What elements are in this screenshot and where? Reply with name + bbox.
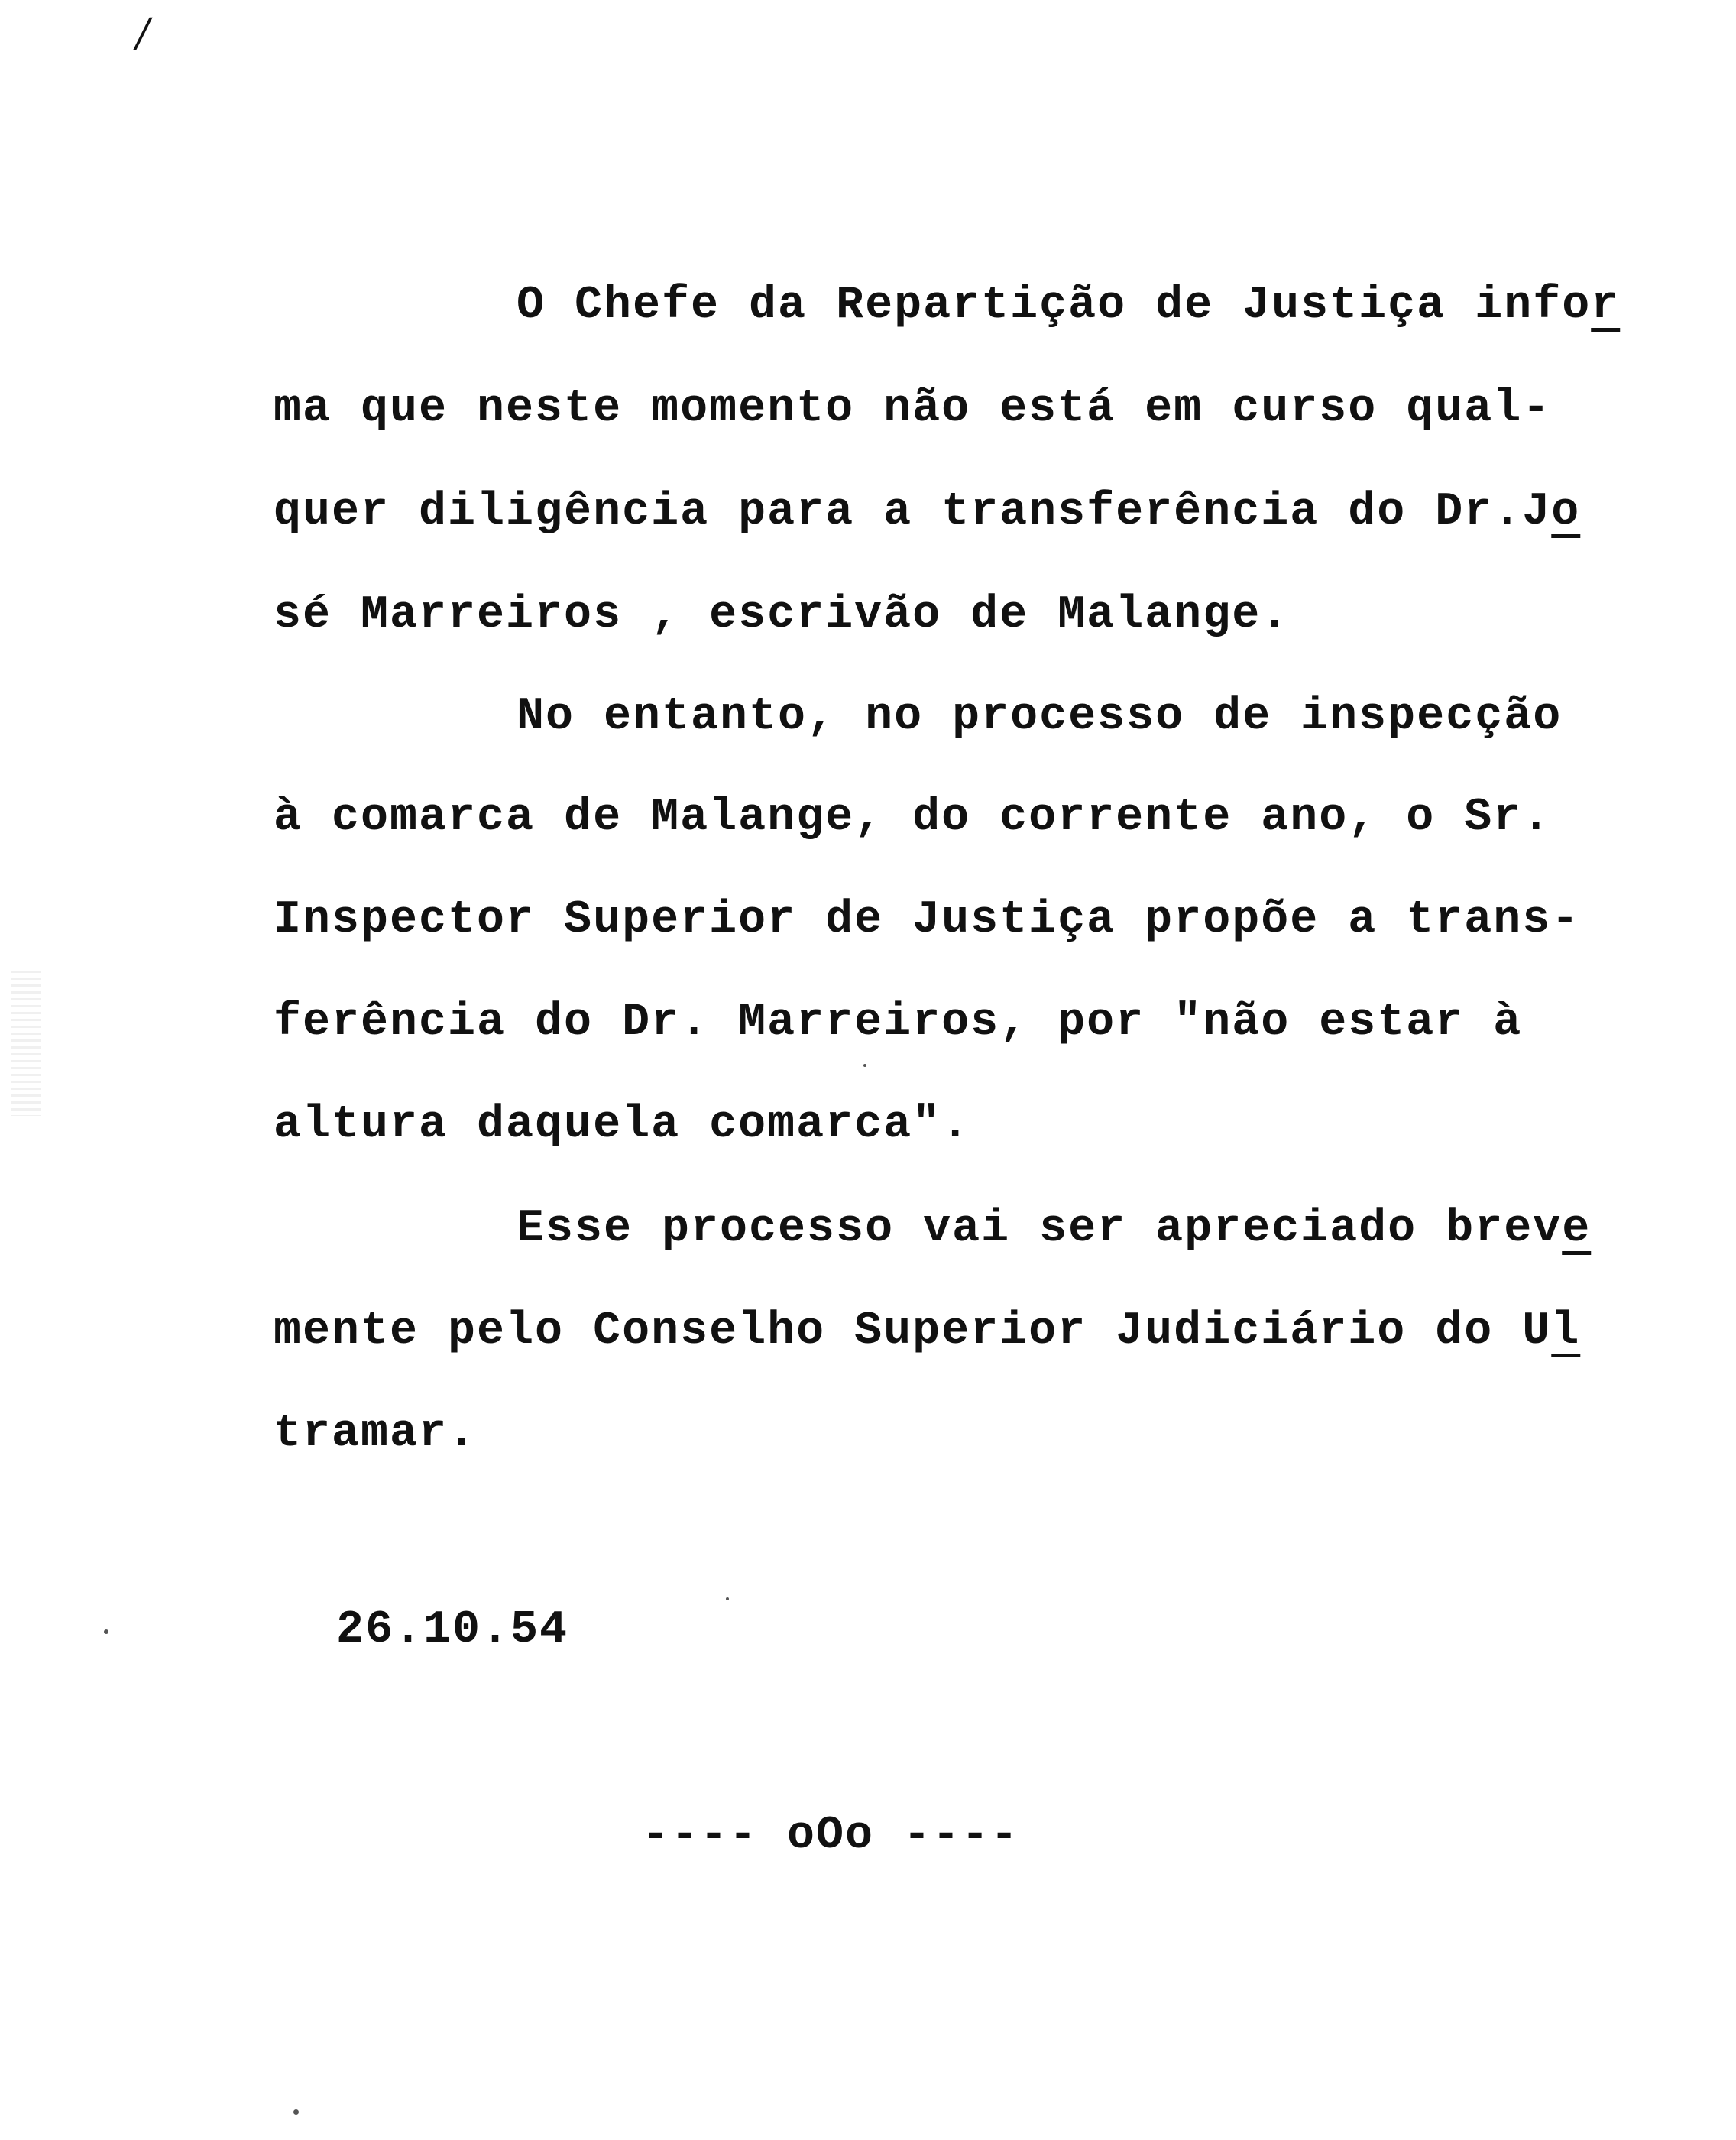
scan-speck — [863, 1064, 866, 1067]
paragraph1-line1-underlined: r — [1591, 280, 1621, 332]
paragraph1-line1 — [517, 280, 1621, 332]
paragraph3-line2-text: mente pelo Conselho Superior Judiciário do U — [274, 1305, 1552, 1357]
paragraph1-line4: sé Marreiros , escrivão de Malange. — [274, 589, 1291, 641]
corner-mark: / — [136, 11, 150, 57]
paragraph1-line2: ma que neste momento não está em curso qual- — [274, 383, 1552, 435]
paragraph3-line1 — [517, 1203, 1592, 1255]
scan-speck — [293, 2109, 299, 2115]
paragraph3-line2 — [274, 1305, 1581, 1357]
paragraph3-line1-underlined: e — [1562, 1203, 1592, 1255]
paragraph2-line3: Inspector Superior de Justiça propõe a trans- — [274, 894, 1581, 946]
paragraph2-line2: à comarca de Malange, do corrente ano, o Sr. — [274, 792, 1552, 844]
paragraph2-line4: ferência do Dr. Marreiros, por "não estar à — [274, 997, 1523, 1049]
paragraph3-line2-underlined: l — [1551, 1305, 1581, 1357]
document-date: 26.10.54 — [336, 1604, 569, 1656]
paragraph1-line3 — [274, 486, 1581, 538]
paragraph1-line3-underlined: o — [1551, 486, 1581, 538]
scan-speck — [104, 1629, 108, 1634]
paragraph3-line1-text: Esse processo vai ser apreciado brev — [517, 1203, 1563, 1255]
paragraph1-line3-text: quer diligência para a transferência do Dr.J — [274, 486, 1552, 538]
paragraph2-line1: No entanto, no processo de inspecção — [517, 691, 1563, 743]
scan-speck — [726, 1597, 729, 1600]
paragraph3-line3: tramar. — [274, 1408, 478, 1460]
paragraph1-line1-text: O Chefe da Repartição de Justiça info — [517, 280, 1592, 332]
scan-edge-noise — [11, 971, 41, 1116]
end-separator: ---- oOo ---- — [642, 1810, 1020, 1862]
paragraph2-line5: altura daquela comarca". — [274, 1099, 971, 1151]
